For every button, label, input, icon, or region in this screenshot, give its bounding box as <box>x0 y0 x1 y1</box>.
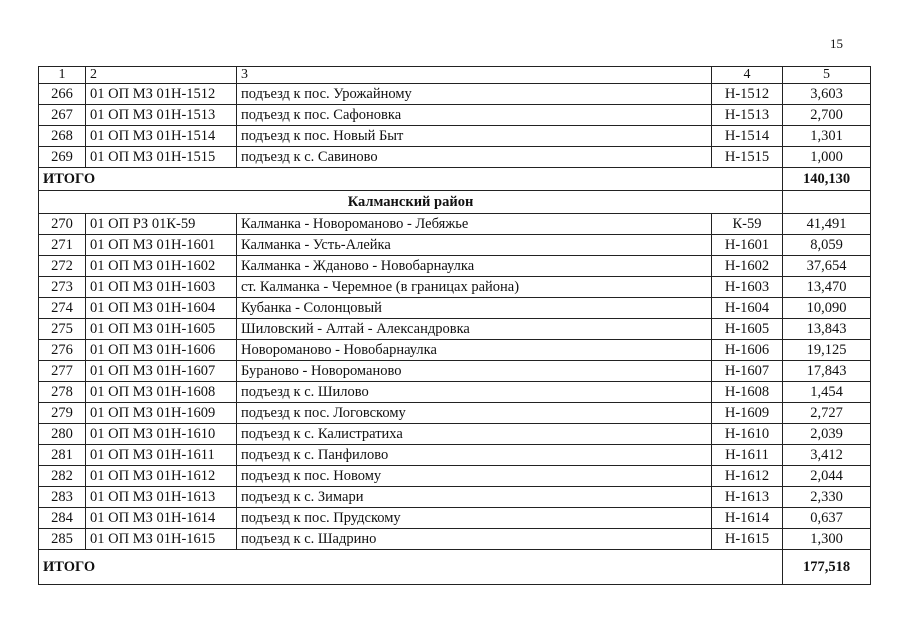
table-row <box>39 361 871 382</box>
table-row <box>39 508 871 529</box>
road-id: Н-1609 <box>712 403 783 424</box>
road-name: подъезд к с. Шилово <box>237 382 712 403</box>
road-id: Н-1608 <box>712 382 783 403</box>
road-name: подъезд к с. Шадрино <box>237 529 712 550</box>
table-row <box>39 403 871 424</box>
row-number: 282 <box>39 466 86 487</box>
road-name: подъезд к пос. Новому <box>237 466 712 487</box>
road-length: 0,637 <box>783 508 871 529</box>
road-id: Н-1515 <box>712 147 783 168</box>
road-length: 13,470 <box>783 277 871 298</box>
road-length: 13,843 <box>783 319 871 340</box>
road-name: подъезд к с. Зимари <box>237 487 712 508</box>
column-header-4: 4 <box>712 67 783 84</box>
table-row <box>39 340 871 361</box>
road-name: подъезд к пос. Урожайному <box>237 84 712 105</box>
table-row <box>39 105 871 126</box>
total-label: ИТОГО <box>39 550 783 585</box>
road-code: 01 ОП МЗ 01Н-1606 <box>86 340 237 361</box>
row-number: 266 <box>39 84 86 105</box>
row-number: 279 <box>39 403 86 424</box>
row-number: 274 <box>39 298 86 319</box>
page-number: 15 <box>830 36 843 51</box>
table-row <box>39 466 871 487</box>
row-number: 284 <box>39 508 86 529</box>
road-name: подъезд к пос. Прудскому <box>237 508 712 529</box>
table-row <box>39 487 871 508</box>
row-number: 267 <box>39 105 86 126</box>
row-number: 271 <box>39 235 86 256</box>
road-code: 01 ОП МЗ 01Н-1615 <box>86 529 237 550</box>
district-row <box>39 191 871 214</box>
district-name: Калманский район <box>39 191 783 214</box>
road-code: 01 ОП МЗ 01Н-1604 <box>86 298 237 319</box>
total-label: ИТОГО <box>39 168 783 191</box>
road-code: 01 ОП МЗ 01Н-1613 <box>86 487 237 508</box>
table-row <box>39 445 871 466</box>
road-code: 01 ОП МЗ 01Н-1602 <box>86 256 237 277</box>
road-length: 1,301 <box>783 126 871 147</box>
road-name: ст. Калманка - Черемное (в границах района) <box>237 277 712 298</box>
table-row <box>39 214 871 235</box>
table-row <box>39 298 871 319</box>
road-length: 1,454 <box>783 382 871 403</box>
road-name: Бураново - Новороманово <box>237 361 712 382</box>
row-number: 281 <box>39 445 86 466</box>
row-number: 276 <box>39 340 86 361</box>
road-length: 2,039 <box>783 424 871 445</box>
road-code: 01 ОП МЗ 01Н-1513 <box>86 105 237 126</box>
road-length: 8,059 <box>783 235 871 256</box>
road-code: 01 ОП МЗ 01Н-1614 <box>86 508 237 529</box>
table-row <box>39 235 871 256</box>
road-name: Калманка - Новороманово - Лебяжье <box>237 214 712 235</box>
road-name: подъезд к пос. Логовскому <box>237 403 712 424</box>
road-id: Н-1512 <box>712 84 783 105</box>
road-name: подъезд к с. Калистратиха <box>237 424 712 445</box>
road-length: 3,603 <box>783 84 871 105</box>
header-row <box>39 67 871 84</box>
road-id: Н-1604 <box>712 298 783 319</box>
road-code: 01 ОП МЗ 01Н-1601 <box>86 235 237 256</box>
table-row <box>39 382 871 403</box>
table-row <box>39 84 871 105</box>
road-length: 1,000 <box>783 147 871 168</box>
road-name: Шиловский - Алтай - Александровка <box>237 319 712 340</box>
road-id: Н-1603 <box>712 277 783 298</box>
road-name: подъезд к пос. Новый Быт <box>237 126 712 147</box>
road-id: Н-1605 <box>712 319 783 340</box>
table-row <box>39 424 871 445</box>
row-number: 268 <box>39 126 86 147</box>
row-number: 272 <box>39 256 86 277</box>
table-row <box>39 277 871 298</box>
road-length: 2,044 <box>783 466 871 487</box>
row-number: 280 <box>39 424 86 445</box>
road-name: Кубанка - Солонцовый <box>237 298 712 319</box>
road-code: 01 ОП МЗ 01Н-1609 <box>86 403 237 424</box>
total-row <box>39 550 871 585</box>
total-value: 177,518 <box>783 550 871 585</box>
road-code: 01 ОП МЗ 01Н-1607 <box>86 361 237 382</box>
road-id: Н-1601 <box>712 235 783 256</box>
table-row <box>39 126 871 147</box>
road-name: подъезд к с. Панфилово <box>237 445 712 466</box>
road-length: 10,090 <box>783 298 871 319</box>
road-name: Новороманово - Новобарнаулка <box>237 340 712 361</box>
total-lower-section <box>39 550 871 585</box>
road-code: 01 ОП РЗ 01К-59 <box>86 214 237 235</box>
road-name: Калманка - Усть-Алейка <box>237 235 712 256</box>
row-number: 273 <box>39 277 86 298</box>
column-header-5: 5 <box>783 67 871 84</box>
table-row <box>39 147 871 168</box>
table-row <box>39 256 871 277</box>
total-row <box>39 168 871 191</box>
road-id: К-59 <box>712 214 783 235</box>
row-number: 278 <box>39 382 86 403</box>
column-header-1: 1 <box>39 67 86 84</box>
district-empty-cell <box>783 191 871 214</box>
road-id: Н-1615 <box>712 529 783 550</box>
road-code: 01 ОП МЗ 01Н-1611 <box>86 445 237 466</box>
road-length: 37,654 <box>783 256 871 277</box>
road-name: Калманка - Жданово - Новобарнаулка <box>237 256 712 277</box>
road-id: Н-1607 <box>712 361 783 382</box>
road-length: 1,300 <box>783 529 871 550</box>
row-number: 283 <box>39 487 86 508</box>
row-number: 277 <box>39 361 86 382</box>
road-code: 01 ОП МЗ 01Н-1605 <box>86 319 237 340</box>
road-id: Н-1606 <box>712 340 783 361</box>
road-code: 01 ОП МЗ 01Н-1608 <box>86 382 237 403</box>
total-upper-section <box>39 168 871 214</box>
table-body-upper <box>39 84 871 168</box>
table-row <box>39 319 871 340</box>
road-id: Н-1612 <box>712 466 783 487</box>
road-id: Н-1611 <box>712 445 783 466</box>
road-code: 01 ОП МЗ 01Н-1612 <box>86 466 237 487</box>
roads-table <box>38 66 871 585</box>
table-body-lower <box>39 214 871 550</box>
road-id: Н-1610 <box>712 424 783 445</box>
road-code: 01 ОП МЗ 01Н-1515 <box>86 147 237 168</box>
road-length: 41,491 <box>783 214 871 235</box>
row-number: 270 <box>39 214 86 235</box>
road-id: Н-1513 <box>712 105 783 126</box>
total-value: 140,130 <box>783 168 871 191</box>
road-length: 2,727 <box>783 403 871 424</box>
road-id: Н-1514 <box>712 126 783 147</box>
road-code: 01 ОП МЗ 01Н-1610 <box>86 424 237 445</box>
column-header-2: 2 <box>86 67 237 84</box>
road-id: Н-1614 <box>712 508 783 529</box>
road-name: подъезд к пос. Сафоновка <box>237 105 712 126</box>
row-number: 269 <box>39 147 86 168</box>
row-number: 285 <box>39 529 86 550</box>
road-code: 01 ОП МЗ 01Н-1512 <box>86 84 237 105</box>
road-length: 2,700 <box>783 105 871 126</box>
road-code: 01 ОП МЗ 01Н-1603 <box>86 277 237 298</box>
road-id: Н-1613 <box>712 487 783 508</box>
road-code: 01 ОП МЗ 01Н-1514 <box>86 126 237 147</box>
road-id: Н-1602 <box>712 256 783 277</box>
road-length: 3,412 <box>783 445 871 466</box>
road-name: подъезд к с. Савиново <box>237 147 712 168</box>
road-length: 19,125 <box>783 340 871 361</box>
row-number: 275 <box>39 319 86 340</box>
table-row <box>39 529 871 550</box>
road-length: 17,843 <box>783 361 871 382</box>
road-length: 2,330 <box>783 487 871 508</box>
column-header-3: 3 <box>237 67 712 84</box>
